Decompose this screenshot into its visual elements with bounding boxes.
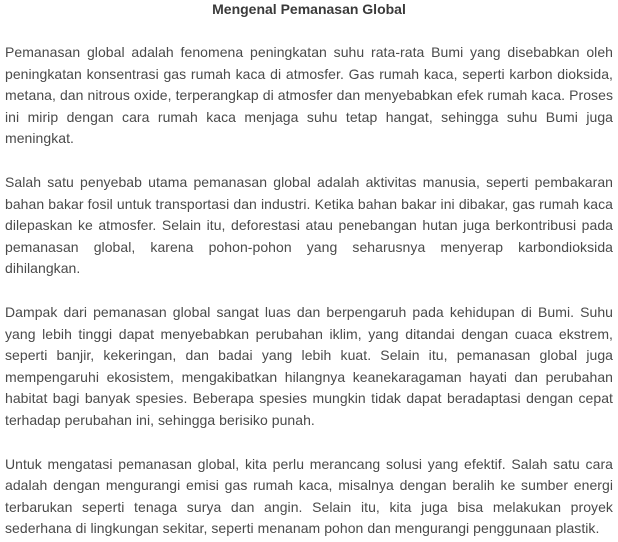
paragraph-definition: Pemanasan global adalah fenomena peningkatan suhu rata-rata Bumi yang disebabkan oleh peningkatan konsentrasi gas rumah kaca di atmosfer. Gas rumah kaca, seperti karbon dioksida, metana, dan nitrous oxide, terperangkap di atmosfer dan menyebabkan efek rumah kaca. Proses ini mirip dengan cara rumah kaca menjaga suhu tetap hangat, sehingga suhu Bumi juga meningkat.	[5, 44, 613, 147]
paragraph-solutions: Untuk mengatasi pemanasan global, kita perlu merancang solusi yang efektif. Salah satu cara adalah dengan mengurangi emisi gas rumah kaca, misalnya dengan beralih ke sumber energi terbarukan seperti tenaga surya dan angin. Selain itu, kita juga bisa melakukan proyek sederhana di lingkungan sekitar, seperti menanam pohon dan mengurangi penggunaan plastik.	[5, 455, 613, 537]
paragraph-causes: Salah satu penyebab utama pemanasan global adalah aktivitas manusia, seperti pembakaran bahan bakar fosil untuk transportasi dan industri. Ketika bahan bakar ini dibakar, gas rumah kaca dilepaskan ke atmosfer. Selain itu, deforestasi atau penebangan hutan juga berkontribusi pada pemanasan global, karena pohon-pohon yang seharusnya menyerap karbondioksida dihilangkan.	[5, 173, 613, 277]
paragraph-impacts: Dampak dari pemanasan global sangat luas dan berpengaruh pada kehidupan di Bumi. Suhu yang lebih tinggi dapat menyebabkan perubahan iklim, yang ditandai dengan cuaca ekstrem, seperti banjir, kekeringan, dan badai yang lebih kuat. Selain itu, pemanasan global juga mempengaruhi ekosistem, mengakibatkan hilangnya keanekaragaman hayati dan perubahan habitat bagi banyak spesies. Beberapa spesies mungkin tidak dapat beradaptasi dengan cepat terhadap perubahan ini, sehingga berisiko punah.	[5, 303, 613, 428]
document-title: Mengenal Pemanasan Global	[212, 1, 406, 17]
